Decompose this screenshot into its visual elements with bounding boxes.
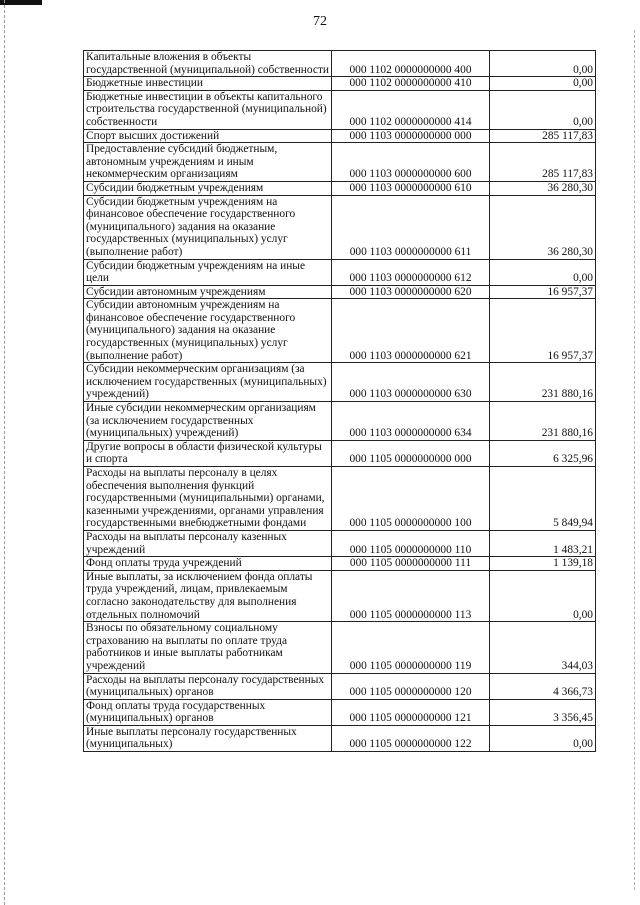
row-name: Иные выплаты персоналу государственных (муниципальных) — [84, 725, 332, 751]
table-row — [84, 622, 596, 673]
row-name: Субсидии бюджетным учреждениям на финансовое обеспечение государственного (муниципального) задания на оказание государственных (муниципальных) услуг (выполнение работ) — [84, 195, 332, 259]
row-value: 285 117,83 — [490, 129, 596, 143]
row-value: 6 325,96 — [490, 440, 596, 466]
row-code: 000 1103 0000000000 620 — [332, 285, 490, 299]
table-row — [84, 530, 596, 556]
row-code: 000 1102 0000000000 414 — [332, 90, 490, 129]
row-value: 0,00 — [490, 259, 596, 285]
row-name: Фонд оплаты труда государственных (муниципальных) органов — [84, 699, 332, 725]
table-row — [84, 195, 596, 259]
row-name: Предоставление субсидий бюджетным, автономным учреждениям и иным некоммерческим организациям — [84, 143, 332, 182]
table-row — [84, 51, 596, 77]
scan-right-edge — [634, 30, 635, 890]
table-row — [84, 129, 596, 143]
row-name: Иные субсидии некоммерческим организациям (за исключением государственных (муниципальных) учреждений) — [84, 402, 332, 441]
row-code: 000 1103 0000000000 600 — [332, 143, 490, 182]
row-value: 16 957,37 — [490, 299, 596, 363]
row-code: 000 1102 0000000000 400 — [332, 51, 490, 77]
row-name: Субсидии автономным учреждениям — [84, 285, 332, 299]
row-name: Капитальные вложения в объекты государственной (муниципальной) собственности — [84, 51, 332, 77]
row-code: 000 1103 0000000000 610 — [332, 181, 490, 195]
row-value: 3 356,45 — [490, 699, 596, 725]
row-value: 285 117,83 — [490, 143, 596, 182]
row-value: 0,00 — [490, 51, 596, 77]
row-value: 0,00 — [490, 570, 596, 621]
row-code: 000 1103 0000000000 611 — [332, 195, 490, 259]
row-code: 000 1105 0000000000 120 — [332, 673, 490, 699]
table-row — [84, 725, 596, 751]
page-number: 72 — [313, 14, 327, 29]
table-row — [84, 181, 596, 195]
scan-edge-mark — [0, 0, 42, 5]
table-row — [84, 402, 596, 441]
row-value: 36 280,30 — [490, 181, 596, 195]
table-row — [84, 440, 596, 466]
row-value: 0,00 — [490, 77, 596, 91]
row-name: Субсидии бюджетным учреждениям — [84, 181, 332, 195]
row-code: 000 1105 0000000000 119 — [332, 622, 490, 673]
row-value: 16 957,37 — [490, 285, 596, 299]
row-value: 4 366,73 — [490, 673, 596, 699]
row-code: 000 1105 0000000000 121 — [332, 699, 490, 725]
row-value: 0,00 — [490, 725, 596, 751]
row-value: 5 849,94 — [490, 467, 596, 531]
row-code: 000 1102 0000000000 410 — [332, 77, 490, 91]
row-name: Субсидии некоммерческим организациям (за исключением государственных (муниципальных) учреждений) — [84, 363, 332, 402]
row-name: Взносы по обязательному социальному страхованию на выплаты по оплате труда работников и иные выплаты работникам учреждений — [84, 622, 332, 673]
row-name: Расходы на выплаты персоналу казенных учреждений — [84, 530, 332, 556]
row-code: 000 1105 0000000000 111 — [332, 557, 490, 571]
row-code: 000 1103 0000000000 630 — [332, 363, 490, 402]
row-name: Расходы на выплаты персоналу государственных (муниципальных) органов — [84, 673, 332, 699]
budget-table-body — [84, 51, 596, 752]
row-value: 0,00 — [490, 90, 596, 129]
row-code: 000 1105 0000000000 000 — [332, 440, 490, 466]
table-row — [84, 77, 596, 91]
row-name: Спорт высших достижений — [84, 129, 332, 143]
row-name: Бюджетные инвестиции — [84, 77, 332, 91]
row-name: Бюджетные инвестиции в объекты капитального строительства государственной (муниципальной) собственности — [84, 90, 332, 129]
row-value: 231 880,16 — [490, 402, 596, 441]
row-name: Расходы на выплаты персоналу в целях обеспечения выполнения функций государственными (муниципальными) органами, казенными учреждениями, органами управления государственными внебюджетными фондами — [84, 467, 332, 531]
row-name: Фонд оплаты труда учреждений — [84, 557, 332, 571]
row-code: 000 1105 0000000000 100 — [332, 467, 490, 531]
scan-left-edge — [4, 0, 5, 905]
row-value: 1 483,21 — [490, 530, 596, 556]
row-code: 000 1105 0000000000 113 — [332, 570, 490, 621]
row-name: Иные выплаты, за исключением фонда оплаты труда учреждений, лицам, привлекаемым согласно законодательству для выполнения отдельных полномочий — [84, 570, 332, 621]
table-row — [84, 259, 596, 285]
table-row — [84, 699, 596, 725]
table-row — [84, 363, 596, 402]
table-row — [84, 673, 596, 699]
table-row — [84, 90, 596, 129]
row-value: 36 280,30 — [490, 195, 596, 259]
row-code: 000 1105 0000000000 110 — [332, 530, 490, 556]
row-name: Субсидии автономным учреждениям на финансовое обеспечение государственного (муниципального) задания на оказание государственных (муниципальных) услуг (выполнение работ) — [84, 299, 332, 363]
table-row — [84, 570, 596, 621]
table-row — [84, 557, 596, 571]
table-row — [84, 285, 596, 299]
row-value: 1 139,18 — [490, 557, 596, 571]
table-row — [84, 299, 596, 363]
row-code: 000 1105 0000000000 122 — [332, 725, 490, 751]
row-code: 000 1103 0000000000 000 — [332, 129, 490, 143]
table-row — [84, 467, 596, 531]
row-code: 000 1103 0000000000 621 — [332, 299, 490, 363]
row-code: 000 1103 0000000000 634 — [332, 402, 490, 441]
row-value: 344,03 — [490, 622, 596, 673]
row-name: Другие вопросы в области физической культуры и спорта — [84, 440, 332, 466]
row-value: 231 880,16 — [490, 363, 596, 402]
row-name: Субсидии бюджетным учреждениям на иные цели — [84, 259, 332, 285]
row-code: 000 1103 0000000000 612 — [332, 259, 490, 285]
table-row — [84, 143, 596, 182]
budget-table — [83, 50, 596, 752]
